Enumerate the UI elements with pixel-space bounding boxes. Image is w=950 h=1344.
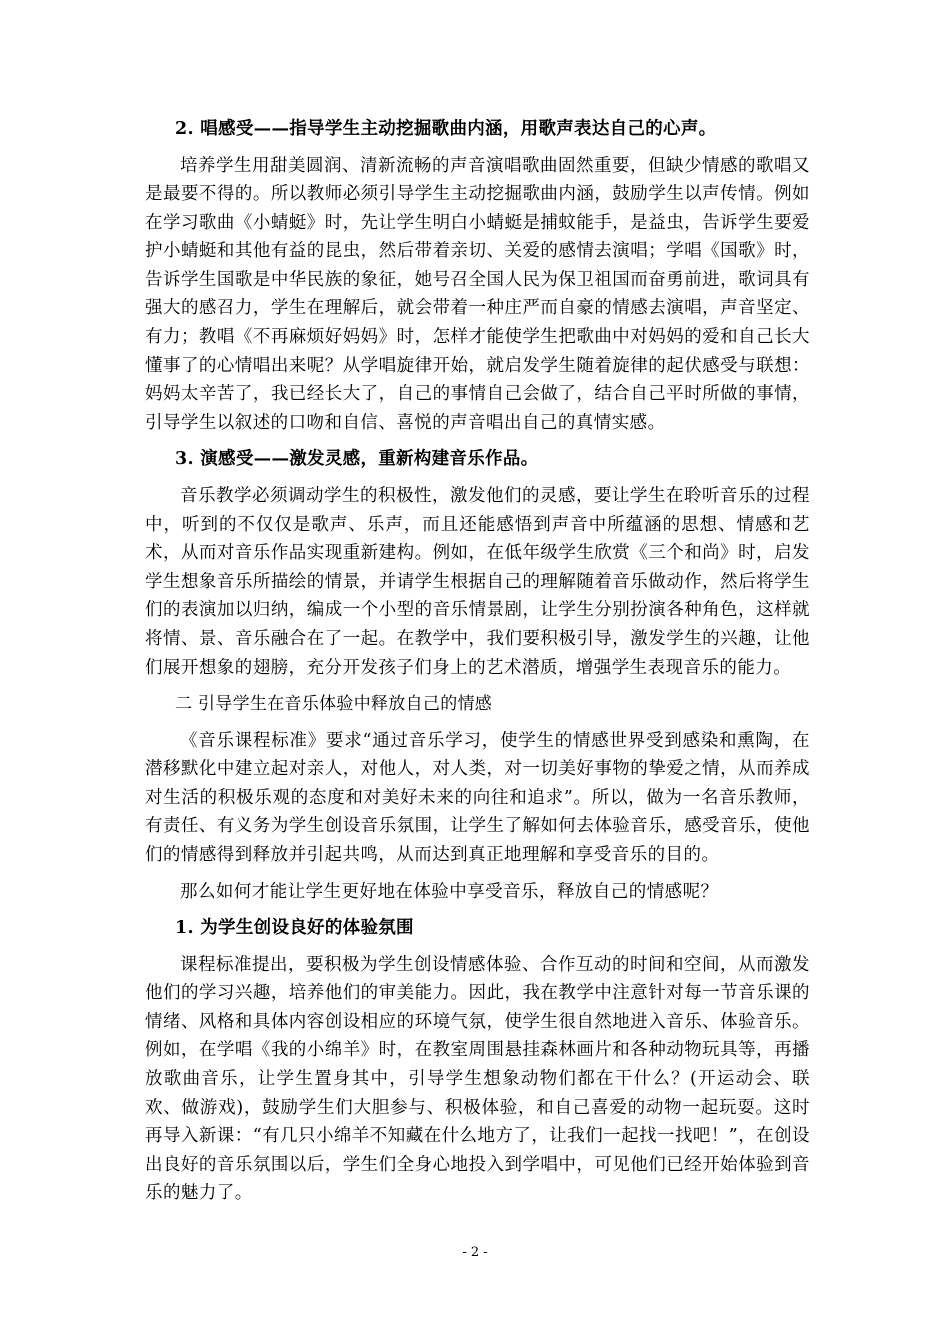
body-paragraph: 课程标准提出，要积极为学生创设情感体验、合作互动的时间和空间，从而激发他们的学习兴趣，培养他们的审美能力。因此，我在教学中注意针对每一节音乐课的情绪、风格和具体内容创设相应的环境气氛，使学生很自然地进入音乐、体验音乐。例如，在学唱《我的小绵羊》时，在教室周围悬挂森林画片和各种动物玩具等，再播放歌曲音乐，让学生置身其中，引导学生想象动物们都在干什么？(开运动会、联欢、做游戏)，鼓励学生们大胆参与、积极体验，和自己喜爱的动物一起玩耍。这时再导入新课：“有几只小绵羊不知藏在什么地方了，让我们一起找一找吧！”，在创设出良好的音乐氛围以后，学生们全身心地投入到学唱中，可见他们已经开始体验到音乐的魅力了。: [145, 954, 810, 1204]
body-paragraph: 音乐教学必须调动学生的积极性，激发他们的灵感，要让学生在聆听音乐的过程中，听到的不仅仅是歌声、乐声，而且还能感悟到声音中所蕴涵的思想、情感和艺术，从而对音乐作品实现重新建构。例如，在低年级学生欣赏《三个和尚》时，启发学生想象音乐所描绘的情景，并请学生根据自己的理解随着音乐做动作，然后将学生们的表演加以归纳，编成一个小型的音乐情景剧，让学生分别扮演各种角色，这样就将情、景、音乐融合在了一起。在教学中，我们要积极引导，激发学生的兴趣，让他们展开想象的翅膀，充分开发孩子们身上的艺术潜质，增强学生表现音乐的能力。: [145, 485, 810, 678]
body-paragraph: 《音乐课程标准》要求“通过音乐学习，使学生的情感世界受到感染和熏陶，在潜移默化中建立起对亲人，对他人，对人类，对一切美好事物的挚爱之情，从而养成对生活的积极乐观的态度和对美好未来的向往和追求”。所以，做为一名音乐教师，有责任、有义务为学生创设音乐氛围，让学生了解如何去体验音乐，感受音乐，使他们的情感得到释放并引起共鸣，从而达到真正地理解和享受音乐的目的。: [145, 730, 810, 865]
body-paragraph: 那么如何才能让学生更好地在体验中享受音乐，释放自己的情感呢？: [180, 881, 719, 902]
chapter-heading: 二 引导学生在音乐体验中释放自己的情感: [175, 694, 493, 715]
section-heading: 3. 演感受——激发灵感，重新构建音乐作品。: [175, 449, 539, 470]
page-content: [145, 115, 810, 1216]
page-number: - 2 -: [462, 1245, 488, 1260]
body-paragraph: 培养学生用甜美圆润、清新流畅的声音演唱歌曲固然重要，但缺少情感的歌唱又是最要不得的。所以教师必须引导学生主动挖掘歌曲内涵，鼓励学生以声传情。例如在学习歌曲《小蜻蜓》时，先让学生明白小蜻蜓是捕蚊能手，是益虫，告诉学生要爱护小蜻蜓和其他有益的昆虫，然后带着亲切、关爱的感情去演唱；学唱《国歌》时，告诉学生国歌是中华民族的象征，她号召全国人民为保卫祖国而奋勇前进，歌词具有强大的感召力，学生在理解后，就会带着一种庄严而自豪的情感去演唱，声音坚定、有力；教唱《不再麻烦好妈妈》时，怎样才能使学生把歌曲中对妈妈的爱和自己长大懂事了的心情唱出来呢？从学唱旋律开始，就启发学生随着旋律的起伏感受与联想：妈妈太辛苦了，我已经长大了，自己的事情自己会做了，结合自己平时所做的事情，引导学生以叙述的口吻和自信、喜悦的声音唱出自己的真情实感。: [145, 155, 810, 433]
section-heading: 2. 唱感受——指导学生主动挖掘歌曲内涵，用歌声表达自己的心声。: [175, 119, 717, 139]
section-heading: 1. 为学生创设良好的体验氛围: [175, 918, 414, 939]
